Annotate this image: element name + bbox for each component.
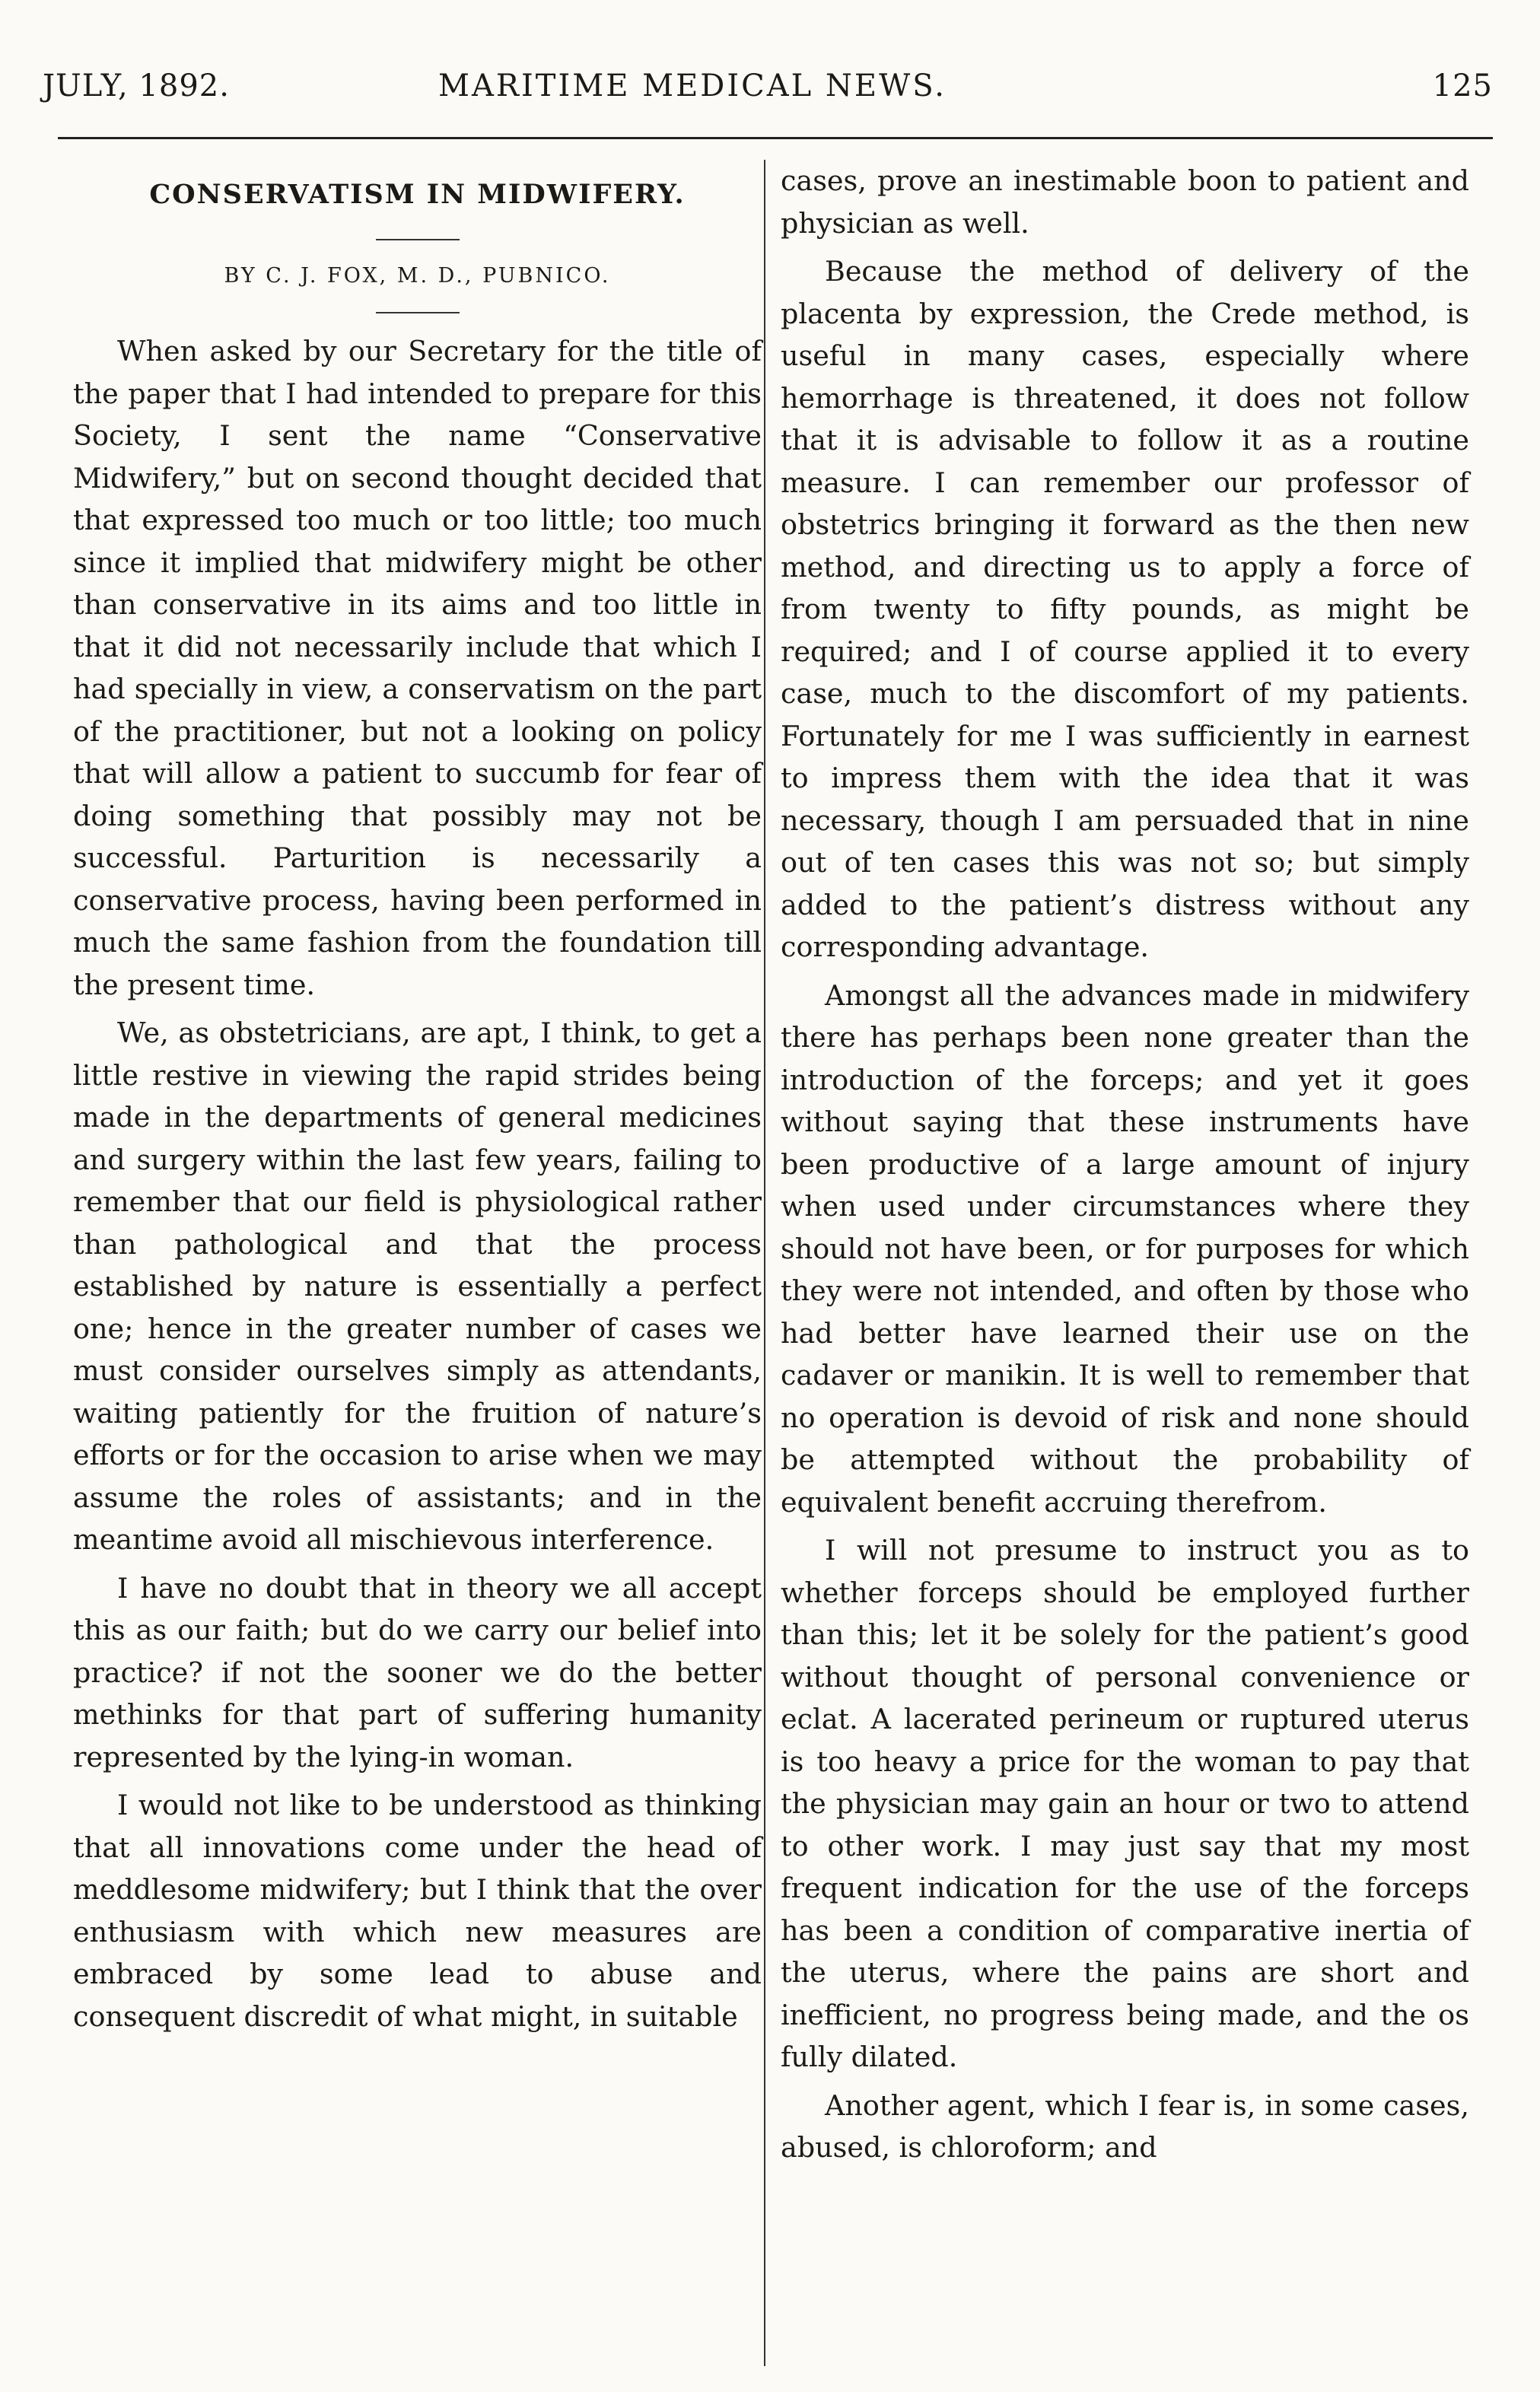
page-number: 125 <box>1432 68 1493 103</box>
paragraph: Amongst all the advances made in midwifery there has perhaps been none greater than the introduction of the forceps; and yet it goes without saying that these instruments have been productive of a large amount of injury when used under circumstances where they should not have been, or for purposes for which they were not intended, and often by those who had better have learned their use on the cadaver or manikin. It is well to remember that no operation is devoid of risk and none should be attempted without the probability of equivalent benefit accruing therefrom. <box>781 978 1469 1519</box>
paragraph: I have no doubt that in theory we all accept this as our faith; but do we carry our belief into practice? if not the sooner we do the better methinks for that part of suffering humanity represented by the lying-in woman. <box>73 1571 762 1773</box>
byline-rule <box>376 312 460 313</box>
column-divider <box>764 160 765 2366</box>
paragraph: Because the method of delivery of the placenta by expression, the Crede method, is useful in many cases, especially where hemorrhage is threatened, it does not follow that it is advisable to follow it as a routine measure. I can remember our professor of obstetrics bringing it forward as the then new method, and directing us to apply a force of from twenty to fifty pounds, as might be required; and I of course applied it to every case, much to the discomfort of my patients. Fortunately for me I was sufficiently in earnest to impress them with the idea that it was necessary, though I am persuaded that in nine out of ten cases this was not so; but simply added to the patient’s distress without any corresponding advantage. <box>781 255 1469 963</box>
paragraph: When asked by our Secretary for the title of the paper that I had intended to prepare for this Society, I sent the name “Conservative Midwifery,” but on second thought decided that that expressed too much or too little; too much since it implied that midwifery might be other than conservative in its aims and too little in that it did not necessarily include that which I had specially in view, a conservatism on the part of the practitioner, but not a looking on policy that will allow a patient to succumb for fear of doing something that possibly may not be successful. Parturition is necessarily a conservative process, having been performed in much the same fashion from the foundation till the present time. <box>73 335 762 1001</box>
header-rule <box>58 137 1493 139</box>
left-column <box>73 160 762 2037</box>
journal-page <box>43 53 1493 2366</box>
right-column <box>781 160 1469 2169</box>
paragraph-continuation: cases, prove an inestimable boon to patient and physician as well. <box>781 164 1469 240</box>
running-head <box>43 53 1493 114</box>
article-title: CONSERVATISM IN MIDWIFERY. <box>149 179 686 210</box>
paragraph: I would not like to be understood as thinking that all innovations come under the head of meddlesome midwifery; but I think that the over enthusiasm with which new measures are embraced by some lead to abuse and consequent discredit of what might, in suitable <box>73 1789 762 2033</box>
paragraph: I will not presume to instruct you as to whether forceps should be employed further than this; let it be solely for the patient’s good without thought of personal convenience or eclat. A lacerated perineum or ruptured uterus is too heavy a price for the woman to pay that the physician may gain an hour or two to attend to other work. I may just say that my most frequent indication for the use of the forceps has been a condition of comparative inertia of the uterus, where the pains are short and inefficient, no progress being made, and the os fully dilated. <box>781 1534 1469 2073</box>
article-byline: BY C. J. FOX, M. D., PUBNICO. <box>224 264 611 288</box>
running-head-journal-title: MARITIME MEDICAL NEWS. <box>438 68 947 103</box>
paragraph: We, as obstetricians, are apt, I think, to get a little restive in viewing the rapid strides being made in the departments of general medicines and surgery within the last few years, failing to remember that our field is physiological rather than pathological and that the process established by nature is essentially a perfect one; hence in the greater number of cases we must consider ourselves simply as attendants, waiting patiently for the fruition of nature’s efforts or for the occasion to arise when we may assume the roles of assistants; and in the meantime avoid all mischievous interference. <box>73 1016 762 1556</box>
title-rule <box>376 239 460 240</box>
paragraph: Another agent, which I fear is, in some cases, abused, is chloroform; and <box>781 2088 1469 2164</box>
running-head-date: JULY, 1892. <box>43 68 230 103</box>
